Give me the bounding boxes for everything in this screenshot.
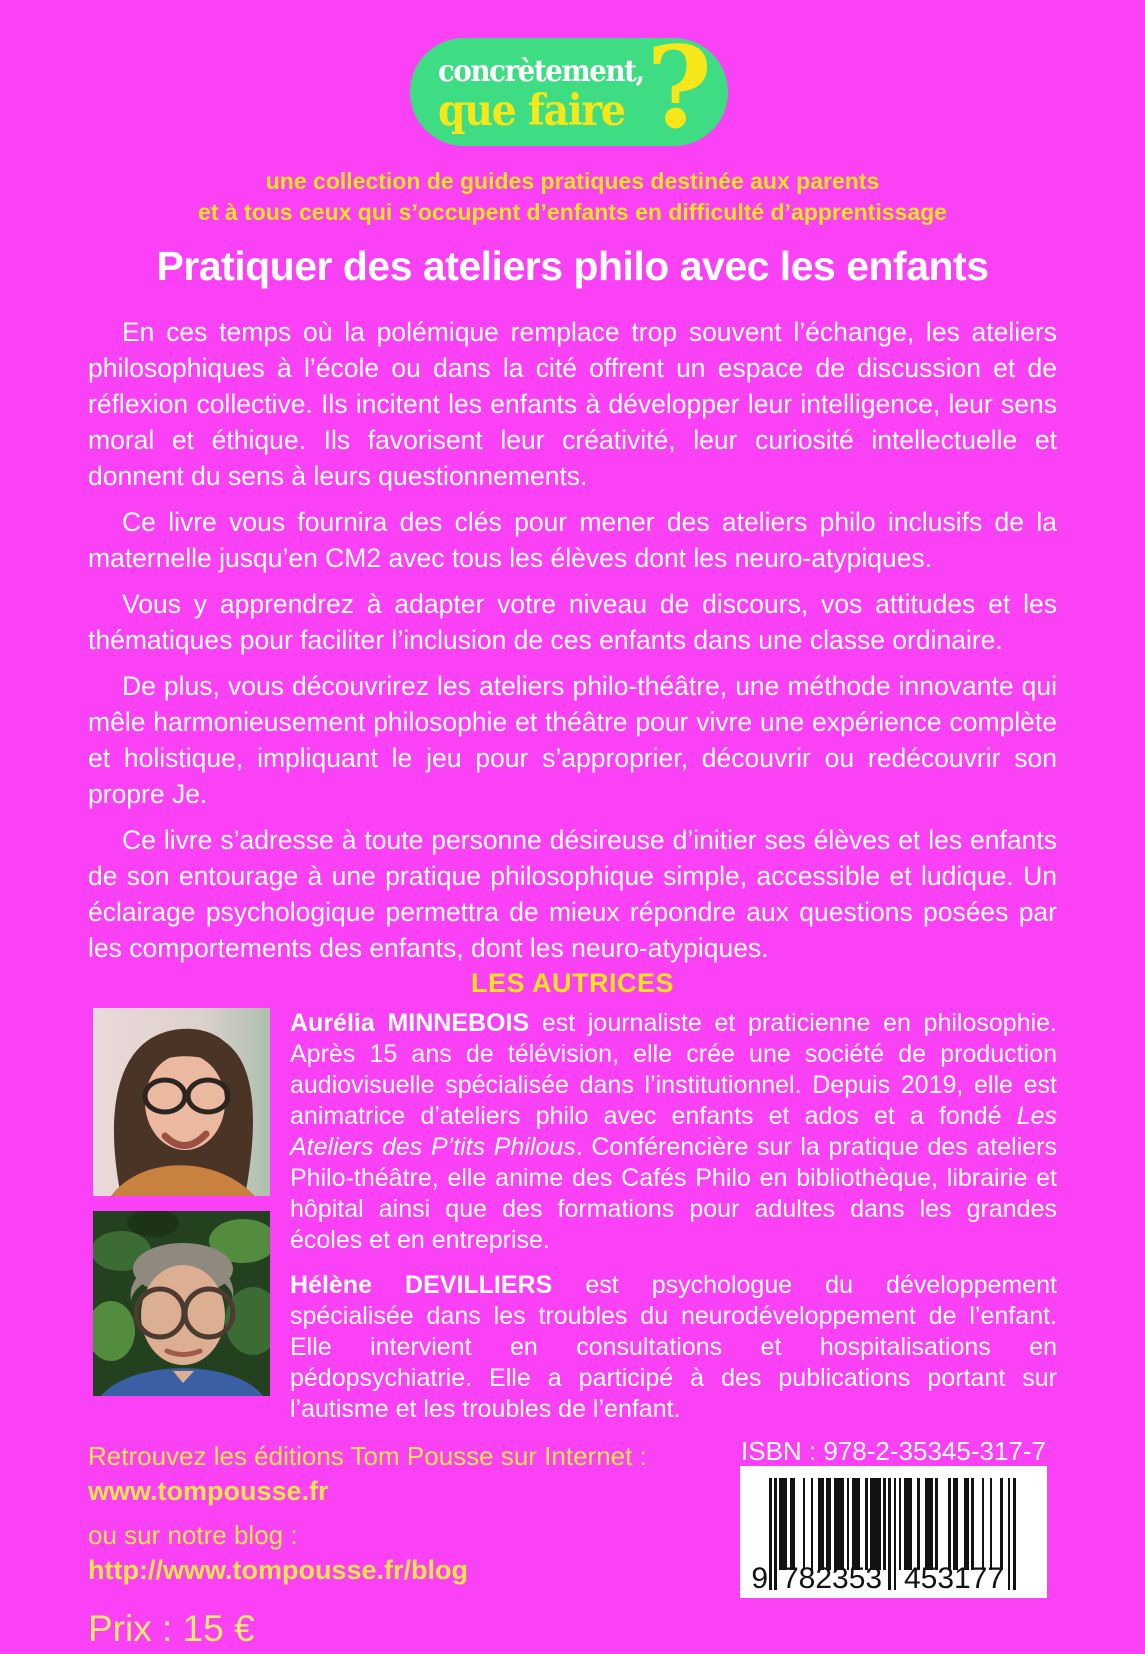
barcode bbox=[740, 1466, 1047, 1598]
synopsis-paragraph-4: De plus, vous découvrirez les ateliers philo-théâtre, une méthode innovante qui mêle harmonieusement philosophie et théâtre pour vivre une expérience complète et holistique, impliquant le jeu pour s’approprier, découvrir ou redécouvrir son propre Je. bbox=[88, 671, 1057, 809]
synopsis-paragraph-1: En ces temps où la polémique remplace trop souvent l’échange, les ateliers philosophiques à l’école ou dans la cité offrent un espace de discussion et de réflexion collective. Ils incitent les enfants à développer leur intelligence, leur sens moral et éthique. Ils favorisent leur créativité, leur curiosité intellectuelle et donnent du sens à leurs questionnements. bbox=[88, 317, 1057, 491]
tagline-line1: une collection de guides pratiques destinée aux parents bbox=[265, 168, 880, 194]
barcode-digits-left: 782353 bbox=[782, 1562, 883, 1595]
collection-logo bbox=[410, 23, 728, 154]
logo-text-line2: que faire bbox=[438, 86, 625, 136]
book-title: Pratiquer des ateliers philo avec les enfants bbox=[156, 243, 989, 289]
author-photo-aurelia-minnebois bbox=[93, 1008, 270, 1196]
publisher-links bbox=[88, 1440, 648, 1650]
isbn: ISBN : 978-2-35345-317-7 bbox=[741, 1436, 1046, 1466]
price: Prix : 15 € bbox=[88, 1608, 255, 1649]
synopsis-paragraph-3: Vous y apprendrez à adapter votre niveau de discours, vos attitudes et les thématiques pour faciliter l’inclusion de ces enfants dans une classe ordinaire. bbox=[88, 589, 1057, 655]
author-bio-aurelia-minnebois: Aurélia MINNEBOIS est journaliste et praticienne en philosophie. Après 15 ans de télévision, elle crée une société de production audiovisuelle spécialisée dans l’institutionnel. Depuis 2019, elle est animatrice d’ateliers philo avec enfants et ados et a fondé Les Ateliers des P’tits Philous. Conférencière sur la pratique des ateliers Philo-théâtre, elle anime des Cafés Philo en bibliothèque, librairie et hôpital ainsi que des formations pour adultes dans les grandes écoles et en entreprise. bbox=[290, 1009, 1057, 1254]
authors-section bbox=[93, 1008, 1057, 1439]
blog-url: http://www.tompousse.fr/blog bbox=[88, 1555, 468, 1585]
barcode-digit-lead: 9 bbox=[751, 1562, 768, 1595]
tagline-line2: et à tous ceux qui s’occupent d’enfants en difficulté d’apprentissage bbox=[198, 199, 947, 225]
synopsis-paragraph-5: Ce livre s’adresse à toute personne désireuse d’initier ses élèves et les enfants de son entourage à une pratique philosophique simple, accessible et ludique. Un éclairage psychologique permettra de mieux répondre aux questions posées par les comportements des enfants, dont les neuro-atypiques. bbox=[88, 825, 1057, 963]
synopsis-paragraph-2: Ce livre vous fournira des clés pour mener des ateliers philo inclusifs de la maternelle jusqu’en CM2 avec tous les élèves dont les neuro-atypiques. bbox=[88, 507, 1057, 573]
website-url: www.tompousse.fr bbox=[88, 1476, 329, 1506]
authors-heading: LES AUTRICES bbox=[470, 968, 674, 998]
website-label: Retrouvez les éditions Tom Pousse sur Internet : bbox=[88, 1441, 647, 1471]
author-bios-column bbox=[290, 1008, 1057, 1439]
question-mark-icon: ? bbox=[646, 23, 712, 154]
barcode-digits-right: 453177 bbox=[904, 1562, 1005, 1595]
author-photos-column bbox=[93, 1008, 270, 1439]
blog-label: ou sur notre blog : bbox=[88, 1520, 298, 1550]
collection-tagline bbox=[0, 166, 1145, 228]
logo-text-line1: concrètement, bbox=[438, 54, 644, 89]
synopsis bbox=[88, 314, 1057, 976]
author-bio-helene-devilliers: Hélène DEVILLIERS est psychologue du développement spécialisée dans les troubles du neurodéveloppement de l’enfant. Elle intervient en consultations et hospitalisations en pédopsychiatrie. Elle a participé à des publications portant sur l’autisme et les troubles de l’enfant. bbox=[290, 1271, 1057, 1423]
author-photo-helene-devilliers bbox=[93, 1211, 270, 1396]
